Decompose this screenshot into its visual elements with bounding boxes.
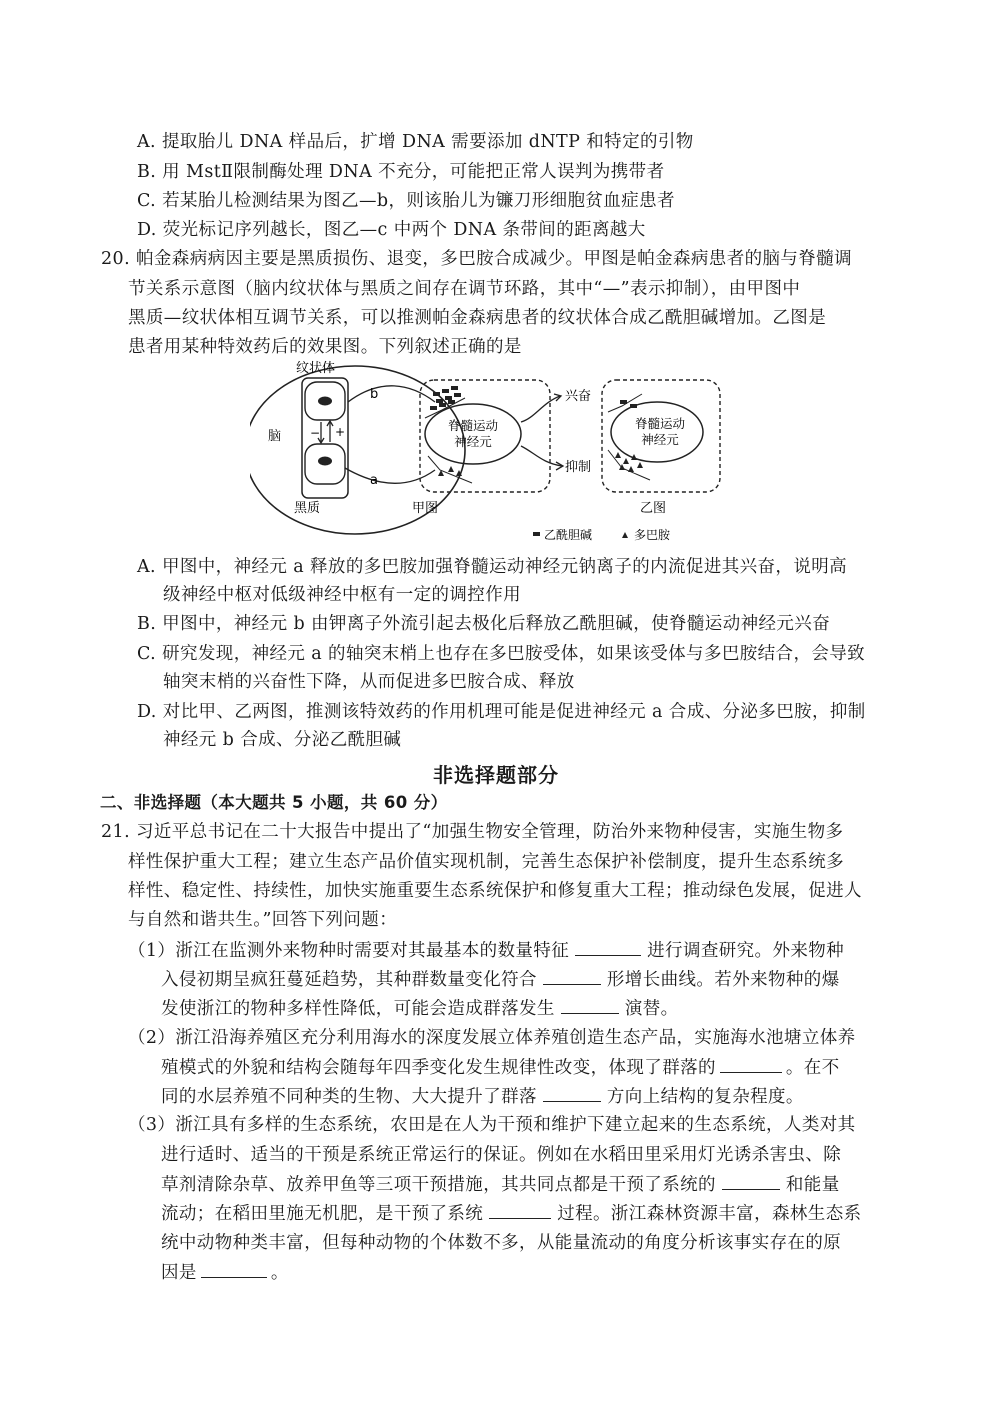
minus-sign: − [310,426,321,440]
section-title: 非选择题部分 [433,763,559,787]
q21-p3-line3: 草剂清除杂草、放养甲鱼等三项干预措施，其共同点都是干预了系统的 和能量 [161,1175,840,1195]
q20-option-c-cont: 轴突末梢的兴奋性下降，从而促进多巴胺合成、释放 [163,672,575,692]
q20-option-b: B. 甲图中，神经元 b 由钾离子外流引起去极化后释放乙酰胆碱，使脊髓运动神经元兴奋 [137,614,831,634]
q21-p3-line5: 统中动物种类丰富，但每种动物的个体数不多，从能量流动的角度分析该事实存在的原 [161,1233,842,1253]
answer-blank[interactable] [543,968,601,985]
q20-stem-line: 20. 帕金森病病因主要是黑质损伤、退变，多巴胺合成减少。甲图是帕金森病患者的脑与脊髓调 [101,249,852,269]
legend-ach-swatch [533,532,540,536]
q21-stem-line: 样性、稳定性、持续性，加快实施重要生态系统保护和修复重大工程；推动绿色发展，促进人 [128,881,862,901]
inhibit-label: 抑制 [565,460,592,475]
q19-option-d: D. 荧光标记序列越长，图乙—c 中两个 DNA 条带间的距离越大 [137,220,646,240]
q21-p1-line2: 入侵初期呈疯狂蔓延趋势，其种群数量变化符合 形增长曲线。若外来物种的爆 [161,970,840,990]
q21-p2-line1: （2）浙江沿海养殖区充分利用海水的深度发展立体养殖创造生态产品，实施海水池塘立体养 [128,1028,856,1048]
section-header: 二、非选择题（本大题共 5 小题，共 60 分） [100,793,448,812]
q21-p1-line1: （1）浙江在监测外来物种时需要对其最基本的数量特征 进行调查研究。外来物种 [128,941,845,961]
q20-diagram [250,358,740,550]
excite-label: 兴奋 [565,389,592,404]
q21-p3-line2: 进行适时、适当的干预是系统正常运行的保证。例如在水稻田里采用灯光诱杀害虫、除 [161,1145,842,1165]
q20-option-d-cont: 神经元 b 合成、分泌乙酰胆碱 [163,730,402,750]
q20-option-a-cont: 级神经中枢对低级神经中枢有一定的调控作用 [163,585,521,605]
jia-figure-label: 甲图 [412,501,439,516]
nigra-label: 黑质 [294,501,321,516]
jia-motor-label-1: 脊髓运动 [447,418,499,433]
q20-stem-line: 黑质—纹状体相互调节关系，可以推测帕金森病患者的纹状体合成乙酰胆碱增加。乙图是 [128,308,827,328]
yi-acetylcholine-marks [620,400,637,408]
q21-p3-line4: 流动；在稻田里施无机肥，是干预了系统 过程。浙江森林资源丰富，森林生态系 [161,1204,862,1224]
answer-blank[interactable] [543,1085,601,1102]
yi-figure-label: 乙图 [640,501,667,516]
q19-option-b: B. 用 MstⅡ限制酶处理 DNA 不充分，可能把正常人误判为携带者 [137,162,665,182]
legend-da-swatch [622,532,628,538]
answer-blank[interactable] [561,997,619,1014]
q20-stem-line: 患者用某种特效药后的效果图。下列叙述正确的是 [128,337,522,357]
q20-option-d: D. 对比甲、乙两图，推测该特效药的作用机理可能是促进神经元 a 合成、分泌多巴胺，抑制 [137,702,866,722]
q21-stem-line: 与自然和谐共生。”回答下列问题： [128,910,398,930]
legend-da-label: 多巴胺 [634,528,671,542]
q19-option-a: A. 提取胎儿 DNA 样品后，扩增 DNA 需要添加 dNTP 和特定的引物 [137,132,694,152]
q21-p3-line1: （3）浙江具有多样的生态系统，农田是在人为干预和维护下建立起来的生态系统，人类对其 [128,1115,856,1135]
yi-motor-label-2: 神经元 [641,432,679,447]
q21-stem-line: 样性保护重大工程；建立生态产品价值实现机制，完善生态保护补偿制度，提升生态系统多 [128,852,844,872]
q20-stem-line: 节关系示意图（脑内纹状体与黑质之间存在调节环路，其中“—”表示抑制），由甲图中 [128,279,801,299]
q20-option-a: A. 甲图中，神经元 a 释放的多巴胺加强脊髓运动神经元钠离子的内流促进其兴奋，说明高 [137,557,848,577]
q21-p1-line3: 发使浙江的物种多样性降低，可能会造成群落发生 演替。 [161,999,679,1019]
neuron-a-label: a [370,473,378,488]
q20-option-c: C. 研究发现，神经元 a 的轴突末梢上也存在多巴胺受体，如果该受体与多巴胺结合，会导致 [137,644,866,664]
answer-blank[interactable] [489,1202,551,1219]
q19-option-c: C. 若某胎儿检测结果为图乙—b，则该胎儿为镰刀形细胞贫血症患者 [137,191,675,211]
q21-stem-line: 21. 习近平总书记在二十大报告中提出了“加强生物安全管理，防治外来物种侵害，实施生物多 [101,822,844,842]
answer-blank[interactable] [722,1173,780,1190]
answer-blank[interactable] [720,1056,782,1073]
neuron-b-label: b [370,387,379,402]
plus-sign: + [335,425,346,439]
q21-p2-line2: 殖模式的外貌和结构会随每年四季变化发生规律性改变，体现了群落的 。在不 [161,1058,840,1078]
yi-motor-label-1: 脊髓运动 [634,416,686,431]
jia-motor-label-2: 神经元 [454,434,492,449]
q21-p3-line6: 因是 。 [161,1263,289,1283]
answer-blank[interactable] [201,1261,267,1278]
answer-blank[interactable] [575,939,641,956]
striatum-label: 纹状体 [296,361,336,376]
brain-label: 脑 [268,429,282,444]
legend-ach-label: 乙酰胆碱 [544,528,593,542]
q21-p2-line3: 同的水层养殖不同种类的生物、大大提升了群落 方向上结构的复杂程度。 [161,1087,804,1107]
